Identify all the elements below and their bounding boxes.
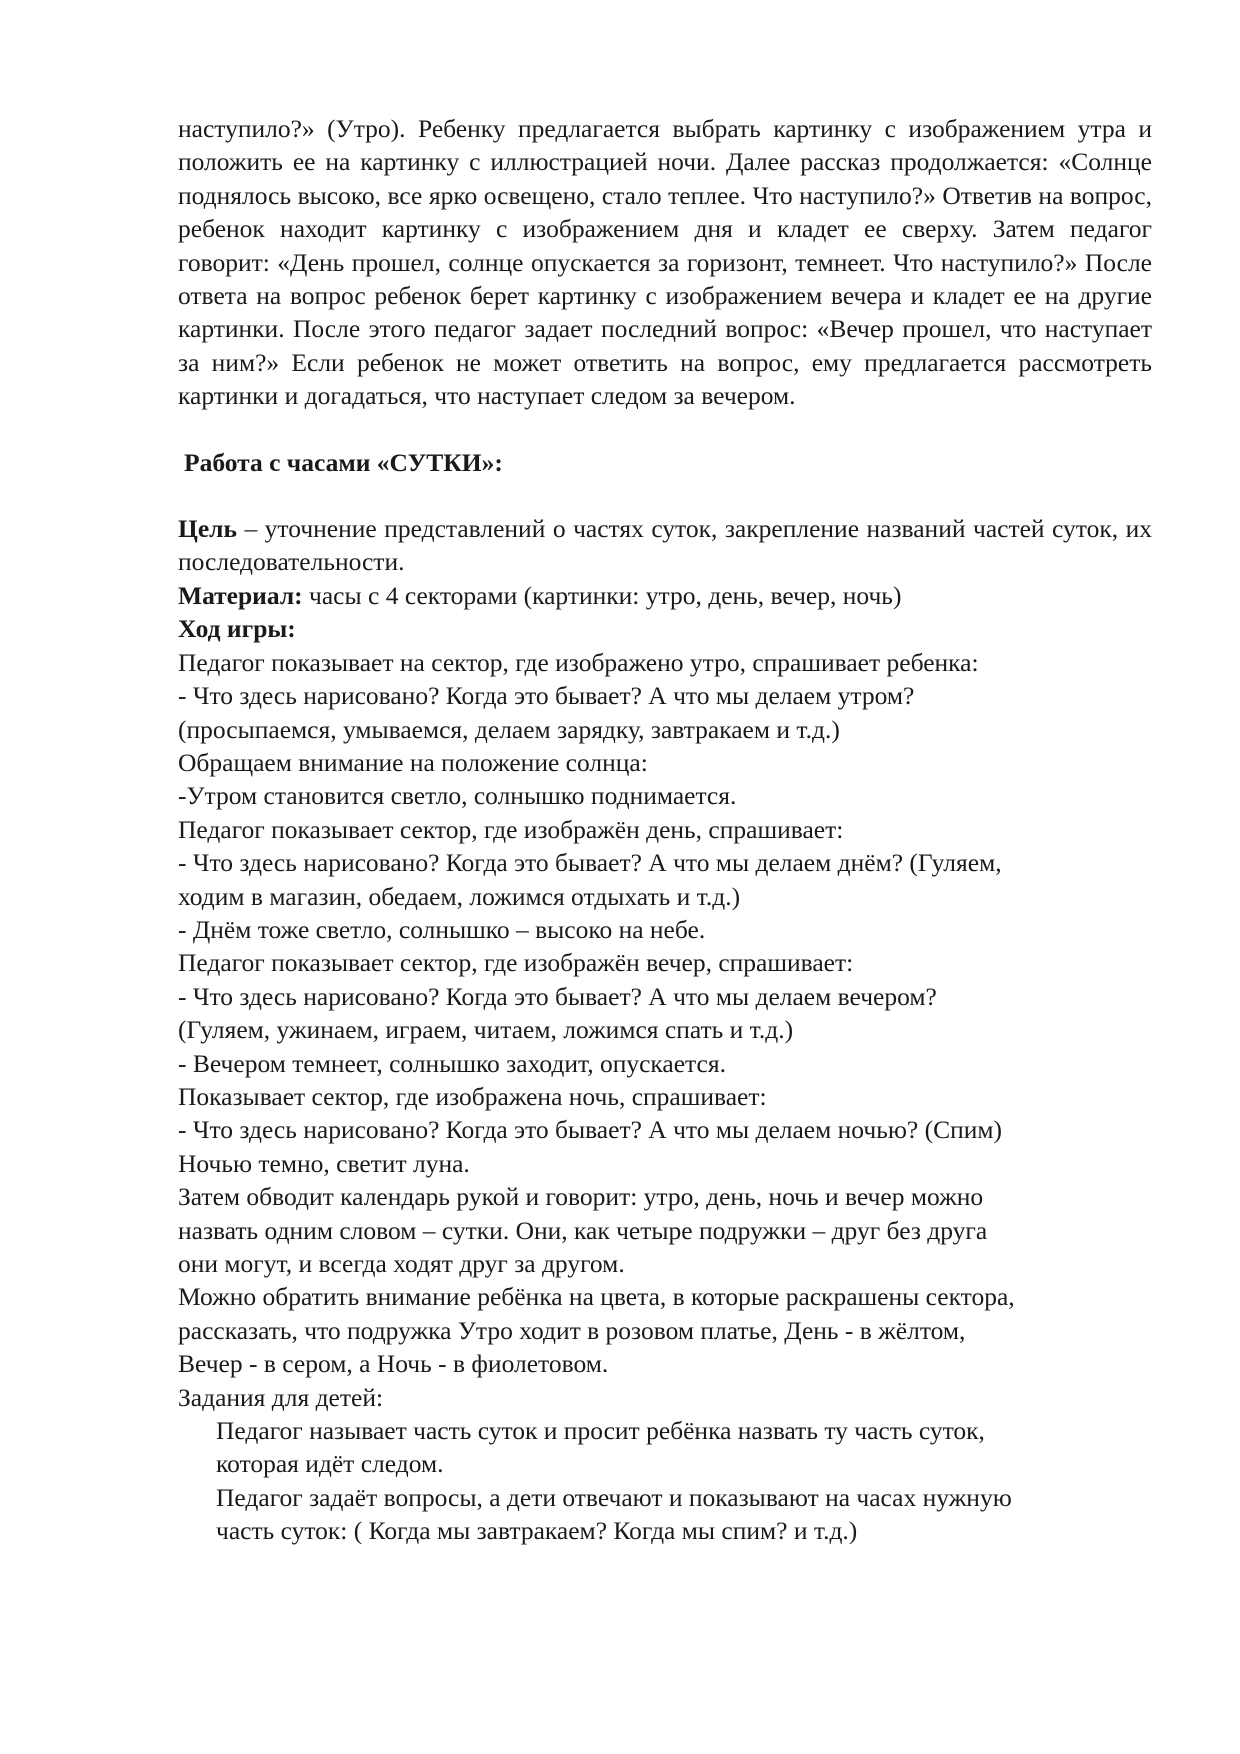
- material-label: Материал:: [178, 580, 303, 610]
- body-line: Педагог показывает сектор, где изображён вечер, спрашивает:: [178, 948, 854, 978]
- goal-text: – уточнение представлений о частях суток, закрепление названий частей суток, их последовательности.: [178, 514, 1152, 577]
- task-line: часть суток: ( Когда мы завтракаем? Когда мы спим? и т.д.): [216, 1516, 858, 1546]
- body-line: - Что здесь нарисовано? Когда это бывает? А что мы делаем утром?: [178, 681, 915, 711]
- body-line: - Что здесь нарисовано? Когда это бывает? А что мы делаем вечером?: [178, 981, 937, 1011]
- goal-paragraph: [178, 512, 1152, 579]
- task-line: Педагог задаёт вопросы, а дети отвечают и показывают на часах нужную: [216, 1482, 1012, 1512]
- goal-label: Цель: [178, 514, 237, 544]
- material-line: [178, 579, 1152, 612]
- body-line: Можно обратить внимание ребёнка на цвета, в которые раскрашены сектора,: [178, 1282, 1015, 1312]
- body-line: назвать одним словом – сутки. Они, как четыре подружки – друг без друга: [178, 1215, 988, 1245]
- body-line: (просыпаемся, умываемся, делаем зарядку, завтракаем и т.д.): [178, 714, 840, 744]
- body-line: ходим в магазин, обедаем, ложимся отдыхать и т.д.): [178, 881, 741, 911]
- body-line: рассказать, что подружка Утро ходит в розовом платье, День - в жёлтом,: [178, 1315, 966, 1345]
- body-line: (Гуляем, ужинаем, играем, читаем, ложимся спать и т.д.): [178, 1015, 794, 1045]
- material-text: часы с 4 секторами (картинки: утро, день, вечер, ночь): [302, 580, 902, 610]
- body-line: Обращаем внимание на положение солнца:: [178, 747, 648, 777]
- body-line: Вечер - в сером, а Ночь - в фиолетовом.: [178, 1349, 609, 1379]
- body-line: Затем обводит календарь рукой и говорит: утро, день, ночь и вечер можно: [178, 1182, 984, 1212]
- body-line: Педагог показывает на сектор, где изображено утро, спрашивает ребенка:: [178, 647, 979, 677]
- section-heading: Работа с часами «СУТКИ»:: [184, 447, 503, 477]
- body-line: - Вечером темнеет, солнышко заходит, опускается.: [178, 1048, 726, 1078]
- task-line: Педагог называет часть суток и просит ребёнка назвать ту часть суток,: [216, 1416, 985, 1446]
- task-line: которая идёт следом.: [216, 1449, 444, 1479]
- intro-paragraph: наступило?» (Утро). Ребенку предлагается выбрать картинку с изображением утра и положить ее на картинку с иллюстрацией ночи. Далее рассказ продолжается: «Солнце поднялось высоко, все ярко освещено, стало теплее. Что наступило?» Ответив на вопрос, ребенок находит картинку с изображением дня и кладет ее сверху. Затем педагог говорит: «День прошел, солнце опускается за горизонт, темнеет. Что наступило?» После ответа на вопрос ребенок берет картинку с изображением вечера и кладет ее на другие картинки. После этого педагог задает последний вопрос: «Вечер прошел, что наступает за ним?» Если ребенок не может ответить на вопрос, ему предлагается рассмотреть картинки и догадаться, что наступает следом за вечером.: [178, 114, 1152, 411]
- body-line: Задания для детей:: [178, 1382, 384, 1412]
- body-line: - Что здесь нарисовано? Когда это бывает? А что мы делаем ночью? (Спим): [178, 1115, 1002, 1145]
- body-line: -Утром становится светло, солнышко поднимается.: [178, 781, 737, 811]
- document-page: [178, 112, 1152, 1548]
- body-line: Ночью темно, светит луна.: [178, 1148, 470, 1178]
- body-line: - Что здесь нарисовано? Когда это бывает? А что мы делаем днём? (Гуляем,: [178, 848, 1002, 878]
- body-line: - Днём тоже светло, солнышко – высоко на небе.: [178, 914, 706, 944]
- body-line: они могут, и всегда ходят друг за другом.: [178, 1249, 625, 1278]
- body-line: Показывает сектор, где изображена ночь, спрашивает:: [178, 1081, 767, 1111]
- game-heading: Ход игры:: [178, 614, 296, 644]
- body-line: Педагог показывает сектор, где изображён день, спрашивает:: [178, 814, 844, 844]
